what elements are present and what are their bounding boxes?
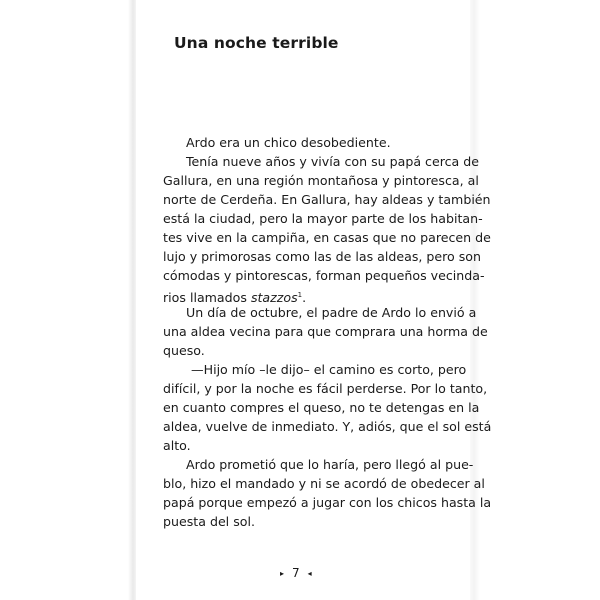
text-line	[163, 286, 460, 305]
line-text: alto.	[163, 438, 191, 453]
text-line	[163, 191, 491, 210]
text-line	[163, 304, 477, 323]
line-text: aldea, vuelve de inmediato. Y, adiós, que el sol está	[163, 419, 492, 435]
line-text: lujo y primorosas como las de las aldeas, pero son	[163, 248, 481, 264]
body-text	[163, 134, 492, 532]
text-line	[163, 229, 491, 248]
line-text: blo, hizo el mandado y ni se acordó de obedecer al	[163, 475, 485, 491]
text-line	[163, 248, 481, 267]
page-gutter-left	[0, 0, 136, 600]
line-text: Ardo prometió que lo haría, pero llegó al pue-	[186, 456, 474, 472]
text-line	[163, 323, 488, 342]
line-text: una aldea vecina para que comprara una horma de	[163, 324, 488, 340]
page-number-footer	[280, 566, 312, 580]
line-text: cómodas y pintorescas, forman pequeños vecinda-	[163, 267, 485, 283]
text-line	[163, 134, 460, 153]
text-line	[163, 172, 479, 191]
text-line	[163, 513, 460, 532]
line-text: Un día de octubre, el padre de Ardo lo envió a	[186, 305, 477, 321]
punctuation: .	[302, 289, 307, 305]
text-line	[163, 475, 485, 494]
line-text: queso.	[163, 343, 205, 359]
line-text: Gallura, en una región montañosa y pintoresca, al	[163, 172, 479, 188]
text-line	[163, 361, 467, 380]
text-line	[163, 267, 485, 286]
line-text: papá porque empezó a jugar con los chicos hasta la	[163, 494, 492, 510]
italic-term: stazzos	[250, 289, 298, 305]
page-edge-right	[470, 0, 600, 600]
line-text: en cuanto compres el queso, no te detengas en la	[163, 400, 480, 416]
text-line	[163, 210, 483, 229]
line-text: tes vive en la campiña, en casas que no parecen de	[163, 229, 491, 245]
text-line	[163, 437, 460, 456]
chapter-title: Una noche terrible	[174, 34, 339, 52]
line-text: difícil, y por la noche es fácil perderse. Por lo tanto,	[163, 381, 488, 397]
line-text: está la ciudad, pero la mayor parte de los habitan-	[163, 210, 483, 226]
line-text: Tenía nueve años y vivía con su papá cerca de	[186, 153, 480, 169]
triangle-left-icon: ◂	[307, 568, 312, 578]
line-text: rios llamados	[163, 289, 247, 305]
text-line	[163, 456, 474, 475]
triangle-right-icon: ▸	[280, 568, 285, 578]
footnote-marker: 1	[297, 290, 303, 299]
line-text: Ardo era un chico desobediente.	[186, 135, 391, 150]
line-text: puesta del sol.	[163, 513, 255, 529]
text-line	[163, 494, 492, 513]
text-line	[163, 153, 480, 172]
text-line	[163, 380, 488, 399]
text-line	[163, 342, 460, 361]
page-number: 7	[292, 566, 300, 580]
text-line	[163, 418, 492, 437]
text-line	[163, 399, 480, 418]
line-text: norte de Cerdeña. En Gallura, hay aldeas y también	[163, 191, 491, 207]
line-text: —Hijo mío –le dijo– el camino es corto, pero	[191, 362, 467, 378]
